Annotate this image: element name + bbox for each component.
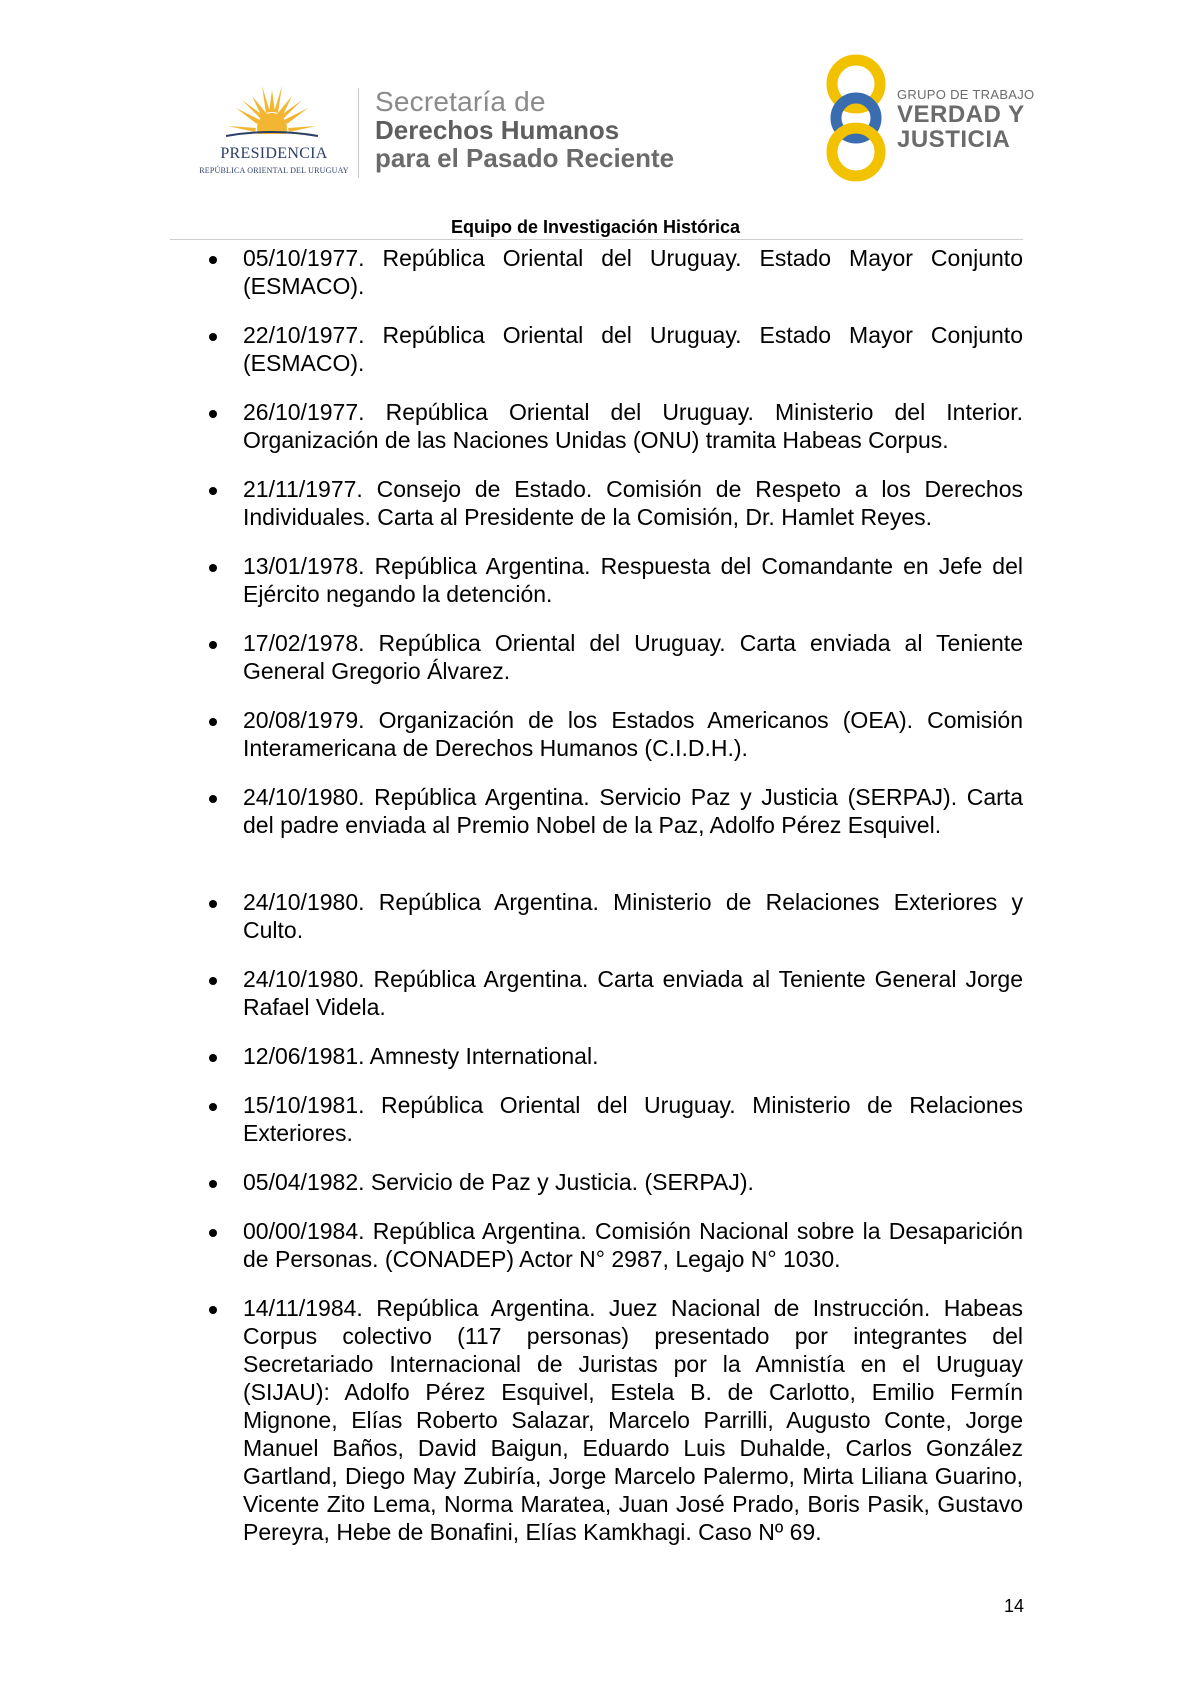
entry-text: 15/10/1981. República Oriental del Uruguay. Ministerio de Relaciones Exteriores.: [243, 1092, 1023, 1146]
bullet-icon: [209, 718, 217, 726]
entry-text: 12/06/1981. Amnesty International.: [243, 1043, 599, 1069]
presidencia-name: PRESIDENCIA: [220, 145, 328, 162]
entry-text: 21/11/1977. Consejo de Estado. Comisión de Respeto a los Derechos Individuales. Carta al Presidente de la Comisión, Dr. Hamlet Reyes.: [243, 476, 1023, 530]
bullet-icon: [209, 977, 217, 985]
team-title: Equipo de Investigación Histórica: [450, 217, 741, 237]
bullet-icon: [209, 641, 217, 649]
entry-text: 05/10/1977. República Oriental del Uruguay. Estado Mayor Conjunto (ESMACO).: [243, 245, 1023, 299]
header-rule: [170, 239, 1023, 240]
grupo-line-1: GRUPO DE TRABAJO: [897, 87, 1035, 102]
bullet-icon: [209, 1103, 217, 1111]
entry-text: 20/08/1979. Organización de los Estados Americanos (OEA). Comisión Interamericana de Derechos Humanos (C.I.D.H.).: [243, 707, 1023, 761]
bullet-icon: [209, 795, 217, 803]
secretaria-logo-text: [375, 88, 674, 172]
bullet-icon: [209, 1229, 217, 1237]
verdad-justicia-rings-logo: [818, 54, 894, 182]
entry-text: 24/10/1980. República Argentina. Ministerio de Relaciones Exteriores y Culto.: [243, 889, 1023, 943]
entry-text: 00/00/1984. República Argentina. Comisión Nacional sobre la Desaparición de Personas. (CONADEP) Actor N° 2987, Legajo N° 1030.: [243, 1218, 1023, 1272]
bullet-icon: [209, 256, 217, 264]
secretaria-line-2: Derechos Humanos: [375, 115, 620, 145]
entry-text: 14/11/1984. República Argentina. Juez Nacional de Instrucción. Habeas Corpus colectivo (117 personas) presentado por integrantes del Secretariado Internacional de Juristas por la Amnistía en el Uruguay (SIJAU): Adolfo Pérez Esquivel, Estela B. de Carlotto, Emilio Fermín Mignone, Elías Roberto Salazar, Marcelo Parrilli, Augusto Conte, Jorge Manuel Baños, David Baigun, Eduardo Luis Duhalde, Carlos González Gartland, Diego May Zubiría, Jorge Marcelo Palermo, Mirta Liliana Guarino, Vicente Zito Lema, Norma Maratea, Juan José Prado, Boris Pasik, Gustavo Pereyra, Hebe de Bonafini, Elías Kamkhagi. Caso Nº 69.: [243, 1295, 1023, 1545]
secretaria-line-3: para el Pasado Reciente: [375, 143, 675, 173]
bullet-icon: [209, 1054, 217, 1062]
presidencia-sun-emblem: [222, 82, 322, 144]
grupo-line-2: VERDAD Y: [897, 101, 1025, 128]
bullet-icon: [209, 1306, 217, 1314]
presidencia-subtitle: REPÚBLICA ORIENTAL DEL URUGUAY: [199, 166, 349, 175]
presidencia-logo: [194, 82, 354, 182]
entry-text: 22/10/1977. República Oriental del Uruguay. Estado Mayor Conjunto (ESMACO).: [243, 322, 1023, 376]
entry-text: 13/01/1978. República Argentina. Respuesta del Comandante en Jefe del Ejército negando la detención.: [243, 553, 1023, 607]
entry-text: 24/10/1980. República Argentina. Carta enviada al Teniente General Jorge Rafael Videla.: [243, 966, 1023, 1020]
secretaria-line-1: Secretaría de: [375, 86, 546, 117]
bullet-icon: [209, 333, 217, 341]
bullet-icon: [209, 487, 217, 495]
grupo-trabajo-text: [897, 88, 1034, 152]
bullet-icon: [209, 900, 217, 908]
grupo-line-3: JUSTICIA: [897, 126, 1011, 153]
entry-text: 24/10/1980. República Argentina. Servicio Paz y Justicia (SERPAJ). Carta del padre enviada al Premio Nobel de la Paz, Adolfo Pérez Esquivel.: [243, 784, 1023, 838]
page-number: 14: [1003, 1596, 1024, 1616]
header-divider: [358, 88, 359, 178]
entry-text: 26/10/1977. República Oriental del Uruguay. Ministerio del Interior. Organización de las Naciones Unidas (ONU) tramita Habeas Corpus.: [243, 399, 1023, 453]
bullet-icon: [209, 1180, 217, 1188]
bullet-icon: [209, 564, 217, 572]
entry-text: 17/02/1978. República Oriental del Uruguay. Carta enviada al Teniente General Gregorio Álvarez.: [243, 630, 1023, 684]
entry-text: 05/04/1982. Servicio de Paz y Justicia. (SERPAJ).: [243, 1169, 754, 1195]
bullet-icon: [209, 410, 217, 418]
